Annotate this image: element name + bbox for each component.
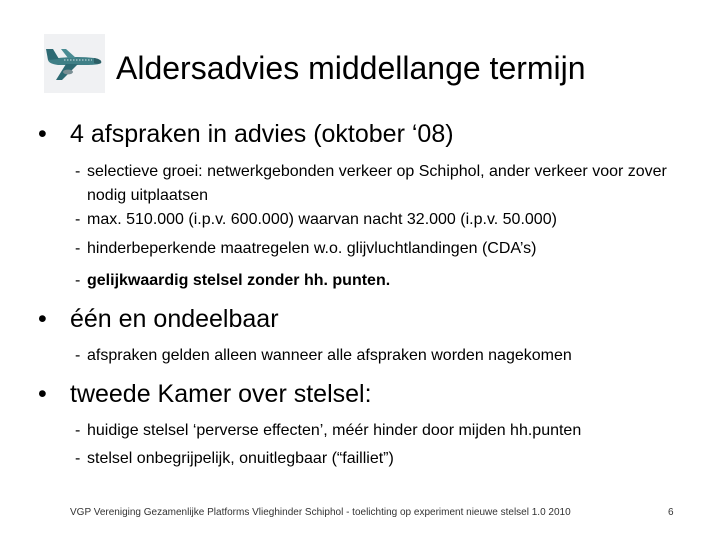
- slide-title: Aldersadvies middellange termijn: [116, 50, 586, 86]
- bullet-text: 4 afspraken in advies (oktober ‘08): [70, 120, 454, 148]
- sub-item: [75, 419, 675, 443]
- dash-glyph: -: [75, 163, 81, 180]
- sub-text: selectieve groei: netwerkgebonden verkeer op Schiphol, ander verkeer voor zover nodig uitplaatsen: [87, 163, 667, 204]
- bullet-text: tweede Kamer over stelsel:: [70, 380, 372, 408]
- sub-text: hinderbeperkende maatregelen w.o. glijvluchtlandingen (CDA’s): [87, 240, 537, 257]
- sub-item: [75, 344, 675, 368]
- dash-glyph: -: [75, 211, 81, 228]
- sub-text: gelijkwaardig stelsel zonder hh. punten.: [87, 272, 391, 289]
- sub-text: stelsel onbegrijpelijk, onuitlegbaar (“failliet”): [87, 450, 394, 467]
- bullet-text: één en ondeelbaar: [70, 305, 279, 333]
- bullet-glyph: •: [38, 120, 47, 148]
- sub-text: afspraken gelden alleen wanneer alle afspraken worden nagekomen: [87, 347, 572, 364]
- airplane-logo: [44, 34, 105, 93]
- bullet-glyph: •: [38, 305, 47, 333]
- sub-item: [75, 447, 675, 471]
- sub-item: [75, 237, 675, 261]
- sub-item: [75, 269, 675, 293]
- airplane-icon: [44, 34, 105, 93]
- dash-glyph: -: [75, 240, 81, 257]
- sub-text: huidige stelsel ‘perverse effecten’, méér hinder door mijden hh.punten: [87, 422, 582, 439]
- dash-glyph: -: [75, 422, 81, 439]
- footer-text: VGP Vereniging Gezamenlijke Platforms Vlieghinder Schiphol - toelichting op experiment nieuwe stelsel 1.0 2010: [70, 507, 571, 518]
- page-number: 6: [668, 507, 674, 518]
- sub-item: [75, 208, 675, 232]
- sub-item: [75, 160, 675, 208]
- bullet-glyph: •: [38, 380, 47, 408]
- dash-glyph: -: [75, 450, 81, 467]
- dash-glyph: -: [75, 347, 81, 364]
- dash-glyph: -: [75, 272, 81, 289]
- sub-text: max. 510.000 (i.p.v. 600.000) waarvan nacht 32.000 (i.p.v. 50.000): [87, 211, 557, 228]
